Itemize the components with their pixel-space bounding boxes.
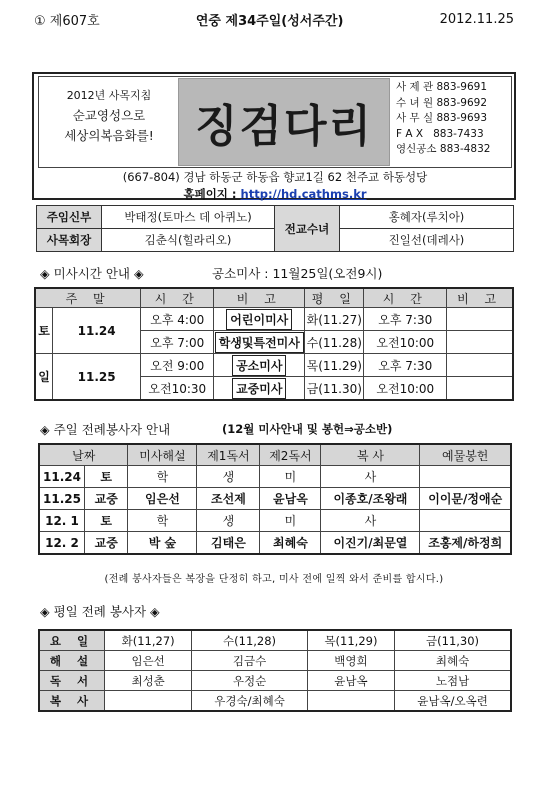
col-header: 제1독서 <box>197 444 260 466</box>
merged-cell: 사 <box>321 510 420 532</box>
mass-time: 오후 4:00 <box>141 308 214 331</box>
server-day: 교중 <box>85 532 128 555</box>
server-name: 최혜숙 <box>395 651 511 671</box>
motto-year: 2012년 사목지침 <box>66 89 152 102</box>
homepage-label: 홈페이지 : <box>183 187 241 201</box>
weekday-note <box>447 354 513 377</box>
nun-name: 홍혜자(루치아) <box>340 206 514 229</box>
col-header: 시 간 <box>364 288 447 308</box>
issue-number: ① 제607호 <box>34 13 100 29</box>
server-name: 우정순 <box>192 671 308 691</box>
merged-cell: 사 <box>321 466 420 488</box>
weekend-date: 11.24 <box>53 308 141 354</box>
nun-name: 진일선(데레사) <box>340 229 514 252</box>
weekday-day: 수(11.28) <box>305 331 364 354</box>
row-label: 요 일 <box>39 630 105 651</box>
col-header: 비 고 <box>447 288 513 308</box>
motto-line: 순교영성으로 <box>72 108 146 123</box>
server-day: 토 <box>85 466 128 488</box>
weekday-header: 화(11,27) <box>105 630 192 651</box>
homepage-link[interactable]: http://hd.cathms.kr <box>240 187 367 201</box>
merged-cell: 학 <box>128 510 197 532</box>
weekday-time: 오전10:00 <box>364 331 447 354</box>
pastor-name: 박태정(토마스 데 아퀴노) <box>102 206 275 229</box>
server-day: 토 <box>85 510 128 532</box>
weekday-header: 금(11,30) <box>395 630 511 651</box>
offertory: 조홍제/하정희 <box>420 532 511 555</box>
weekend-date: 11.25 <box>53 354 141 401</box>
row-label: 독 서 <box>39 671 105 691</box>
contact-row: 수 녀 원 883-9692 <box>396 96 488 109</box>
servers-footnote: (전례 봉사자들은 복장을 단정히 하고, 미사 전에 일찍 와서 준비를 합시다.) <box>104 574 444 585</box>
council-label: 사목회장 <box>37 229 102 252</box>
weekday-day: 화(11.27) <box>305 308 364 331</box>
weekday-servers-title: ◈ 평일 전례 봉사자 ◈ <box>40 604 160 619</box>
mass-schedule-table <box>34 287 514 401</box>
issue-header <box>34 8 514 30</box>
server-name: 임은선 <box>105 651 192 671</box>
col-header: 평 일 <box>305 288 364 308</box>
mass-note: 교중미사 <box>214 377 305 401</box>
server-name: 최성춘 <box>105 671 192 691</box>
empty-cell <box>420 510 511 532</box>
mass-note: 공소미사 <box>214 354 305 377</box>
motto-line: 세상의복음화를! <box>64 128 154 143</box>
contact-row: 사 제 관 883-9691 <box>396 81 488 93</box>
server-date: 12. 1 <box>39 510 85 532</box>
contact-row: F A X 883-7433 <box>396 127 484 140</box>
col-header: 예물봉헌 <box>420 444 511 466</box>
server-name: 윤남옥/오옥련 <box>395 691 511 712</box>
merged-cell: 미 <box>260 466 321 488</box>
server-name: 우경숙/최혜숙 <box>192 691 308 712</box>
logo-text: 징검다리 <box>194 101 373 152</box>
gongso-mass-note: 공소미사 : 11월25일(오전9시) <box>212 266 383 281</box>
merged-cell: 미 <box>260 510 321 532</box>
bulletin-logo <box>178 78 390 166</box>
mass-time: 오후 7:00 <box>141 331 214 354</box>
reader-2: 최혜숙 <box>260 532 321 555</box>
col-header: 복 사 <box>321 444 420 466</box>
servers-section-title: ◈ 주일 전례봉사자 안내 <box>40 422 171 437</box>
weekday-day: 금(11.30) <box>305 377 364 401</box>
server-name: 윤남옥 <box>307 671 394 691</box>
weekday-note <box>447 377 513 401</box>
server-date: 12. 2 <box>39 532 85 555</box>
merged-cell: 학 <box>128 466 197 488</box>
weekday-day: 목(11.29) <box>305 354 364 377</box>
altar-servers: 이종호/조왕래 <box>321 488 420 510</box>
weekday-servers-table <box>38 629 512 712</box>
weekday-time: 오후 7:30 <box>364 354 447 377</box>
pastoral-motto <box>46 86 172 146</box>
col-header: 날짜 <box>39 444 128 466</box>
pastor-label: 주임신부 <box>37 206 102 229</box>
issue-date: 2012.11.25 <box>439 11 514 27</box>
servers-section-note: (12월 미사안내 및 봉헌⇒공소반) <box>222 422 393 436</box>
server-name: 노점남 <box>395 671 511 691</box>
col-header: 미사해설 <box>128 444 197 466</box>
mass-note: 학생및특전미사 <box>214 331 305 354</box>
sunday-title: 연중 제34주일(성서주간) <box>195 13 344 29</box>
altar-servers: 이진기/최문열 <box>321 532 420 555</box>
server-date: 11.24 <box>39 466 85 488</box>
contact-list <box>396 80 514 158</box>
commentator: 박 숲 <box>128 532 197 555</box>
church-address: (667-804) 경남 하동군 하동읍 향교1길 62 천주교 하동성당 <box>122 170 428 184</box>
council-name: 김춘식(힐라리오) <box>102 229 275 252</box>
row-label: 해 설 <box>39 651 105 671</box>
offertory: 이이문/정애순 <box>420 488 511 510</box>
merged-cell: 생 <box>197 466 260 488</box>
commentator: 임은선 <box>128 488 197 510</box>
server-name: 김금수 <box>192 651 308 671</box>
col-header: 시 간 <box>141 288 214 308</box>
col-header: 제2독서 <box>260 444 321 466</box>
reader-1: 조선제 <box>197 488 260 510</box>
weekend-day: 토 <box>35 308 53 354</box>
server-name: 백영희 <box>307 651 394 671</box>
weekday-note <box>447 308 513 331</box>
col-header: 비 고 <box>214 288 305 308</box>
mass-note: 어린이미사 <box>214 308 305 331</box>
nuns-label: 전교수녀 <box>275 206 340 252</box>
homepage-line <box>40 186 510 202</box>
mass-section-title: ◈ 미사시간 안내 ◈ <box>40 266 144 281</box>
merged-cell: 생 <box>197 510 260 532</box>
col-header: 주 말 <box>35 288 141 308</box>
mass-time: 오전10:30 <box>141 377 214 401</box>
weekday-time: 오전10:00 <box>364 377 447 401</box>
server-date: 11.25 <box>39 488 85 510</box>
reader-2: 윤남옥 <box>260 488 321 510</box>
weekend-servers-table <box>38 443 512 555</box>
weekday-note <box>447 331 513 354</box>
contact-row: 영신공소 883-4832 <box>396 143 491 155</box>
contact-row: 사 무 실 883-9693 <box>396 112 488 124</box>
weekday-header: 수(11,28) <box>192 630 308 651</box>
empty-cell <box>420 466 511 488</box>
server-name <box>105 691 192 712</box>
weekday-time: 오후 7:30 <box>364 308 447 331</box>
row-label: 복 사 <box>39 691 105 712</box>
server-name <box>307 691 394 712</box>
reader-1: 김태은 <box>197 532 260 555</box>
staff-table <box>36 205 514 252</box>
mass-time: 오전 9:00 <box>141 354 214 377</box>
weekday-header: 목(11,29) <box>307 630 394 651</box>
server-day: 교중 <box>85 488 128 510</box>
weekend-day: 일 <box>35 354 53 401</box>
